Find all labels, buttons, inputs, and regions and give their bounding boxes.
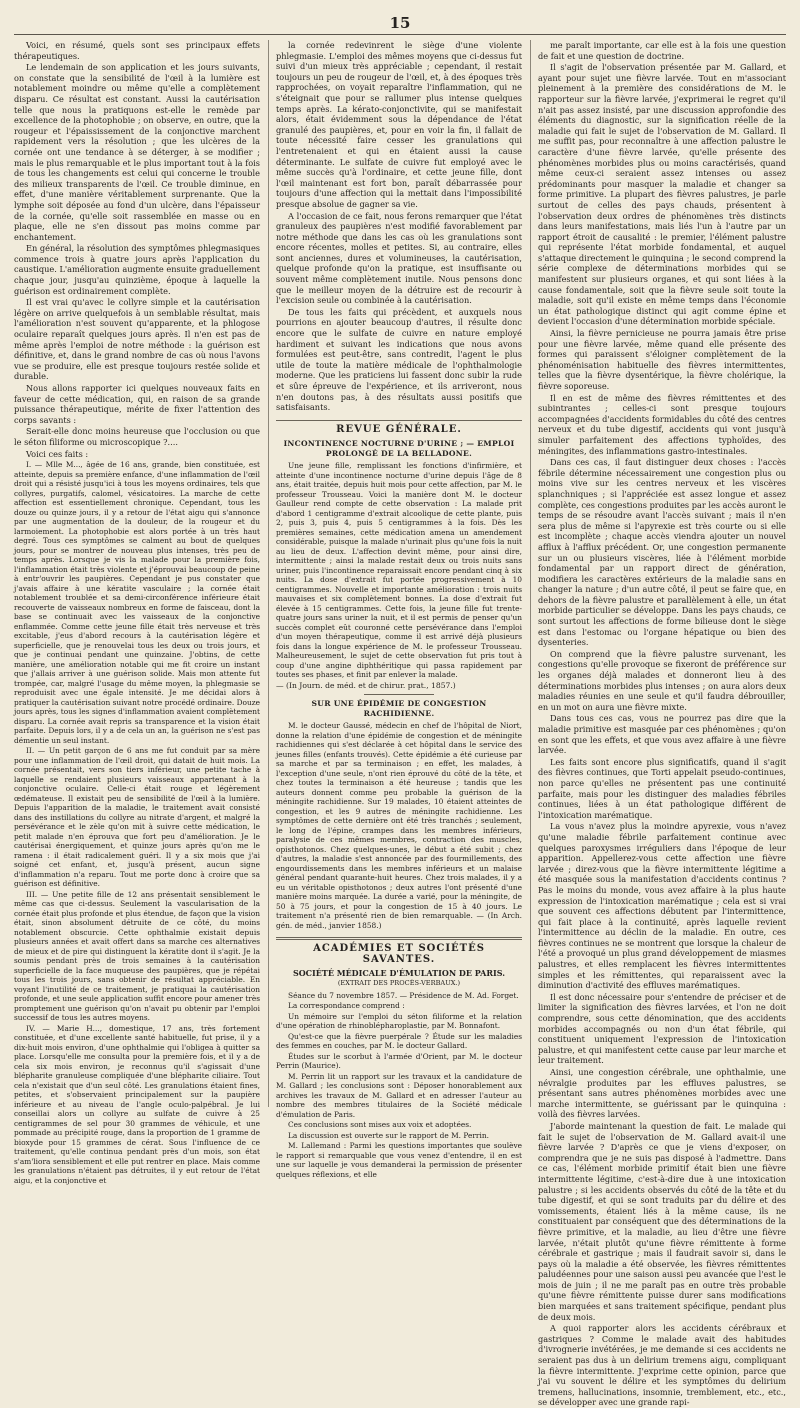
paragraph: Un mémoire sur l'emploi du séton filiforme et la relation d'une opération de rhinoblépharoplastie, par M. Bonnafont. — [276, 1011, 522, 1031]
society-name: SOCIÉTÉ MÉDICALE D'ÉMULATION DE PARIS. — [292, 967, 506, 978]
page-number: 15 — [389, 14, 411, 32]
paragraph: La vous n'avez plus la moindre apyrexie, vous n'avez qu'une maladie fébrile parfaitement continue avec quelques paroxysmes irréguliers dans l'époque de leur apparition. Appellerez-vous cette affection une fièvre larvée ; direz-vous que la fièvre intermittente légitime a été masquée sous la manifestation d'accidents continus ? Pas le moins du monde, vous avez affaire à la plus haute expression de l'intoxication marématique ; cela est si vrai que souvent ces affections débutent par l'intermittence, qui fait place à la continuité, après laquelle revient l'intermittence au déclin de la maladie. En outre, ces fièvres continues ne se montrent que lorsque la chaleur de l'été a provoqué un plus grand développement de miasmes palustres, et elles remplacent les fièvres intermittentes simples et les rémittentes, qui reparaissent avec la diminution d'activité des effluves marématiques. — [538, 821, 786, 991]
paragraph: M. Perrin lit un rapport sur les travaux et la candidature de M. Gallard ; les conclusions sont : Déposer honorablement aux archives les travaux de M. Gallard et en adresser l'auteur au nombre des membres titulaires de la Société médicale d'émulation de Paris. — [276, 1071, 522, 1119]
paragraph: A quoi rapporter alors les accidents cérébraux et gastriques ? Comme le malade avait des habitudes d'ivrognerie invétérées, je me demande si ces accidents ne seraient pas dus à un delirium tremens aigu, compliquant la fièvre intermittente. J'exprime cette opinion, parce que j'ai vu souvent le délire et les symptômes du delirium tremens, hallucinations, insomnie, tremblement, etc., etc., se développer avec une grande rapi- — [538, 1323, 786, 1408]
case-observation: I. — Mlle M..., âgée de 16 ans, grande, bien constituée, est atteinte, depuis sa première enfance, d'une inflammation de l'œil droit qui a résisté jusqu'ici à tous les moyens ordinaires, tels que collyres, purgatifs, calomel, vésicatoires. La marche de cette affection est essentiellement chronique. Cependant, tous les douze ou quinze jours, il y a retour de l'état aigu qui s'annonce par une augmentation de la douleur, de la rougeur et du larmoiement. La photophobie est alors portée à un très haut degré. Tous ces symptômes se calment au bout de quelques jours, pour se montrer de nouveau plus intenses, très peu de temps après. Lorsque je vis la malade pour la première fois, l'inflammation était très violente et j'éprouvai beaucoup de peine à entr'ouvrir les paupières. Cependant je pus constater que j'avais affaire à une kératite vasculaire ; la cornée était notablement troublée et sa demi-circonférence inférieure était recouverte de vaisseaux nombreux en forme de faisceau, dont la base se continuait avec les vaisseaux de la conjonctive enflammée. Comme cette jeune fille était très nerveuse et très excitable, j'eus d'abord recours à la cautérisation légère et superficielle, que je renouvelai tous les deux ou trois jours, et que je continuai pendant une quinzaine. J'obtins, de cette manière, une amélioration notable qui me fit croire un instant que j'allais arriver à une guérison solide. Mais mon attente fut trompée, car, malgré l'usage du même moyen, la phlegmasie se reproduisit avec une égale intensité. Je me décidai alors à pratiquer la cautérisation suivant notre procédé ordinaire. Douze jours après, tous les signes d'inflammation avaient complètement disparu. La cornée avait repris sa transparence et la vision était parfaite. Depuis lors, il y a de cela un an, la guérison ne s'est pas démentie un seul instant. — [14, 460, 260, 745]
paragraph: A l'occasion de ce fait, nous ferons remarquer que l'état granuleux des paupières n'est modifié favorablement par notre méthode que dans les cas où les granulations sont encore récentes, molles et petites. Si, au contraire, elles sont anciennes, dures et volumineuses, la cautérisation, quelque profonde qu'on la pratique, est insuffisante ou souvent même complètement inutile. Nous pensons donc que le meilleur moyen de la détruire est de recourir à l'excision seule ou combinée à la cautérisation. — [276, 210, 522, 306]
citation: — (In Journ. de méd. et de chirur. prat., 1857.) — [276, 680, 456, 690]
section-heading-revue: REVUE GÉNÉRALE. — [276, 420, 522, 436]
paragraph: Il s'agit de l'observation présentée par M. Gallard, et ayant pour sujet une fièvre larvée. Tout en m'associant pleinement à la première des considérations de M. le rapporteur sur la fièvre larvée, j'exprimerai le regret qu'il n'ait pas assez insisté, par une discussion approfondie des éléments du diagnostic, sur la signification réelle de la maladie qui fait le sujet de l'observation de M. Gallard. Il me suffit pas, pour reconnaître à une affection palustre le caractère d'une fièvre larvée, qu'elle présente des phénomènes morbides plus ou moins caractérisés, quand même ceux-ci seraient assez intenses ou assez prédominants pour masquer la maladie et changer sa forme primitive. La plupart des fièvres palustres, je parle surtout de celles des pays chauds, présentent à l'observation deux ordres de phénomènes très distincts dans leurs manifestations, mais liés l'un à l'autre par un rapport étroit de causalité : le premier, l'élément palustre qui représente l'état morbide fondamental, et auquel s'attaque directement le quinquina ; le second comprend la série complexe de déterminations morbides qui se manifestent sur plusieurs organes, et qui sont liées à la cause fondamentale, soit que la fièvre seule soit toute la maladie, soit qu'il existe en même temps dans l'économie un état pathologique distinct qui agit comme épine et devient l'occasion d'une détermination morbide spéciale. — [538, 62, 786, 327]
case-observation: III. — Une petite fille de 12 ans présentait sensiblement le même cas que ci-dessus. Seulement la vascularisation de la cornée était plus profonde et plus étendue, de façon que la vision était, sinon absolument détruite de ce côté, du moins notablement obscurcie. Cette ophthalmie existait depuis plusieurs années et avait offert dans sa marche ces alternatives de mieux et de pire qui distinguent la kératite dont il s'agit. Je la soumis pendant près de trois semaines à la cautérisation superficielle de la face muqueuse des paupières, que je répétai tous les trois jours, sans obtenir de résultat appréciable. En voyant l'inutilité de ce traitement, je pratiquai la cautérisation profonde, et une seule application suffit encore pour amener très promptement une guérison qu'on n'avait pu obtenir par l'emploi successif de tous les autres moyens. — [14, 889, 260, 1023]
column-separator — [530, 40, 531, 1107]
divider — [364, 694, 434, 695]
paragraph: Études sur le scorbut à l'armée d'Orient, par M. le docteur Perrin (Maurice). — [276, 1051, 522, 1071]
paragraph: Séance du 7 novembre 1857. — Présidence de M. Ad. Forget. — [288, 990, 519, 1000]
article-title: SUR UNE ÉPIDÉMIE DE CONGESTION RACHIDIENNE. — [311, 699, 487, 718]
paragraph: J'aborde maintenant la question de fait. Le malade qui fait le sujet de l'observation de M. Gallard avait-il une fièvre larvée ? D'après ce que je viens d'exposer, on comprendra que je ne suis pas disposé à l'admettre. Dans ce cas, l'élément morbide primitif était bien une fièvre intermittente légitime, c'est-à-dire due à une intoxication palustre ; si les accidents observés du côté de la tête et du tube digestif, et qui se sont traduits par du délire et des vomissements, étaient liés à la même cause, ils ne constituaient par conséquent que des déterminations de la fièvre primitive, et la maladie, au lieu d'être une fièvre larvée, n'était plutôt qu'une fièvre rémittente à forme cérébrale et gastrique ; mais il faudrait savoir si, dans le pays où la maladie a été observée, les fièvres rémittentes paludéennes pour une saison aussi peu avancée que l'est le mois de juin ; il ne me paraît pas en outre très probable qu'une fièvre rémittente puisse durer sans modifications bien marquées et sans traitement spécifique, pendant plus de deux mois. — [538, 1120, 786, 1322]
paragraph: la cornée redevinrent le siège d'une violente phlegmasie. L'emploi des mêmes moyens que ci-dessus fut suivi d'un mieux très appréciable ; cependant, il restait toujours un peu de rougeur de l'œil, et, à des époques très rapprochées, on voyait reparaître l'inflammation, qui ne s'éteignait que pour se rallumer plus intense quelques temps après. La kérato-conjonctivite, qui se manifestait alors, était évidemment sous la dépendance de l'état granulé des paupières, et, pour en voir la fin, il fallait de toute nécessité faire cesser les granulations qui l'entretenaient et qui en étaient aussi la cause déterminante. Le sulfate de cuivre fut employé avec le même succès qu'à l'ordinaire, et cette jeune fille, dont l'œil maintenant est fort bon, paraît débarrassée pour toujours d'une affection qui la mettait dans l'impossibilité presque absolue de gagner sa vie. — [276, 40, 522, 209]
paragraph: Serait-elle donc moins heureuse que l'occlusion ou que le séton filiforme ou microscopique ?.... — [14, 426, 260, 447]
paragraph: Ainsi, la fièvre pernicieuse ne pourra jamais être prise pour une fièvre larvée, même quand elle présente des formes qui paraissent s'éloigner complètement de la phénoménisation habituelle des fièvres intermittentes, telles que la fièvre dysentérique, la fièvre cholérique, la fièvre soporeuse. — [538, 328, 786, 391]
paragraph: Qu'est-ce que la fièvre puerpérale ? Étude sur les maladies des femmes en couches, par M. le docteur Gallard. — [276, 1031, 522, 1051]
paragraph: Il est vrai qu'avec le collyre simple et la cautérisation légère on arrive quelquefois à un semblable résultat, mais l'amélioration n'est souvent qu'apparente, et la phlogose oculaire reparaît quelques jours après. Il n'en est pas de même après l'emploi de notre méthode : la guérison est définitive, et, dans le grand nombre de cas où nous l'avons vue se produire, elle est presque toujours restée solide et durable. — [14, 297, 260, 382]
paragraph: M. le docteur Gaussé, médecin en chef de l'hôpital de Niort, donne la relation d'une épidémie de congestion et de méningite rachidiennes qui s'est déclarée à cet hôpital dans le service des jeunes filles (enfants trouvés). Cette épidémie a été curieuse par sa marche et par sa terminaison ; en effet, les malades, à l'exception d'une seule, n'ont rien éprouvé du côté de la tête, et chez toutes la terminaison a été heureuse ; tandis que les auteurs donnent comme peu probable la guérison de la méningite rachidienne. Sur 19 malades, 10 étaient atteintes de congestion, et les 9 autres de méningite rachidienne. Les symptômes de cette dernière ont été très tranchés ; seulement, le long de l'épine, crampes dans les membres inférieurs, paralysie de ces mêmes membres, contraction des muscles, opisthotonos. Chez quelques-unes, le début a été subit ; chez d'autres, la maladie s'est annoncée par des fourmillements, des engourdissements dans les membres inférieurs et un malaise général pendant quarante-huit heures. Chez trois malades, il y a eu un véritable opisthotonos ; deux autres l'ont présenté d'une manière moins marquée. La durée a varié, pour la méningite, de 50 à 75 jours, et pour la congestion de 15 à 40 jours. Le traitement n'a présenté rien de bien remarquable. — (In Arch. gén. de méd., janvier 1858.) — [276, 721, 522, 930]
case-observation: IV. — Marie H..., domestique, 17 ans, très fortement constituée, et d'une excellente santé habituelle, fut prise, il y a dix-huit mois environ, d'une ophthalmie qui l'obligea à quitter sa place. Lorsqu'elle me consulta pour la première fois, et il y a de cela six mois environ, je reconnus qu'il s'agissait d'une blépharite granuleuse compliquée d'une blépharite ciliaire. Tout cela n'existait que d'un seul côté. Les granulations étaient fines, petites, et s'observaient principalement sur la paupière inférieure et au niveau de l'angle oculo-palpébral. Je lui conseillai alors un collyre au sulfate de cuivre à 25 centigrammes de sel pour 30 grammes de véhicule, et une pommade au précipité rouge, dans la proportion de 1 gramme de bioxyde pour 15 grammes de cérat. Sous l'influence de ce traitement, qu'elle continua pendant près d'un mois, son état s'am'liora sensiblement et elle put rentrer en place. Mais comme les granulations n'étaient pas détruites, il y eut retour de l'état aigu, et la conjonctive et — [14, 1023, 260, 1185]
paragraph: Voici, en résumé, quels sont ses principaux effets thérapeutiques. — [14, 40, 260, 61]
column-middle — [276, 40, 522, 1179]
paragraph: Nous allons rapporter ici quelques nouveaux faits en faveur de cette médication, qui, en raison de sa grande puissance thérapeutique, mérite de fixer l'attention des corps savants : — [14, 383, 260, 425]
paragraph: me paraît importante, car elle est à la fois une question de fait et une question de doctrine. — [538, 40, 786, 61]
society-subtitle: (EXTRAIT DES PROCÈS-VERBAUX.) — [337, 979, 461, 988]
paragraph: En général, la résolution des symptômes phlegmasiques commence trois à quatre jours après l'application du caustique. L'amélioration augmente ensuite graduellement chaque jour, jusqu'au quinzième, époque à laquelle la guérison est ordinairement complète. — [14, 243, 260, 296]
case-observation: II. — Un petit garçon de 6 ans me fut conduit par sa mère pour une inflammation de l'œil droit, qui datait de huit mois. La cornée présentait, vers son tiers inférieur, une petite tache à laquelle se rendaient plusieurs vaisseaux appartenant à la conjonctive oculaire. Celle-ci était rouge et légèrement œdémateuse. Il existait peu de sensibilité de l'œil à la lumière. Depuis l'apparition de la maladie, le traitement avait consisté dans des instillations du collyre au nitrate d'argent, et malgré la persévérance et le zèle qu'on mit à suivre cette médication, le petit malade n'en éprouva que fort peu d'amélioration. Je le cautérisai énergiquement, et quinze jours après qu'on me le ramena : il était radicalement guéri. Il y a six mois que j'ai soigné cet enfant, et, jusqu'à présent, aucun signe d'inflammation n'a reparu. Tout me porte donc à croire que sa guérison est définitive. — [14, 746, 260, 889]
paragraph: Ces conclusions sont mises aux voix et adoptées. — [288, 1120, 472, 1130]
paragraph: On comprend que la fièvre palustre survenant, les congestions qu'elle provoque se fixeront de préférence sur les organes déjà malades et donneront lieu à des déterminations morbides plus intenses ; on aura alors deux maladies réunies en une seule et qu'il faudra débrouiller, en un mot on aura une fièvre mixte. — [538, 648, 786, 712]
column-separator — [268, 40, 269, 1107]
section-heading-academies: ACADÉMIES ET SOCIÉTÉS SAVANTES. — [276, 937, 522, 965]
paragraph: Ainsi, une congestion cérébrale, une ophthalmie, une névralgie produites par les effluves palustres, se présentant sans autres phénomènes morbides avec une marche intermittente, se guérissant par le quinquina : voilà des fièvres larvées. — [538, 1067, 786, 1120]
paragraph: Le lendemain de son application et les jours suivants, on constate que la sensibilité de l'œil à la lumière est notablement moindre ou même qu'elle a complètement disparu. Ce résultat est constant. Aussi la cautérisation telle que nous la pratiquons est-elle le remède par excellence de la photophobie ; on observe, en outre, que la rougeur et l'épaississement de la conjonctive marchent rapidement vers la résolution ; que les ulcères de la cornée ont une tendance à se déterger, à se modifier ; mais le plus remarquable et le plus important tout à la fois de tous les changements est celui qui concerne le trouble des milieux transparents de l'œil. Ce trouble diminue, en effet, d'une manière véritablement surprenante. Que la lymphe soit déposée au fond d'un ulcère, dans l'épaisseur de la cornée, qu'elle soit rassemblée en masse ou en plaque, elle ne s'en dissout pas moins comme par enchantement. — [14, 62, 260, 242]
paragraph: Il est donc nécessaire pour s'entendre de préciser et de limiter la signification des fièvres larvées, et l'on ne doit comprendre, sous cette dénomination, que des accidents morbides accompagnés ou non d'un état fébrile, qui constituent uniquement l'expression de l'intoxication palustre, et qui manifestent cette cause par leur marche et leur traitement. — [538, 991, 786, 1066]
paragraph: Dans tous ces cas, vous ne pourrez pas dire que la maladie primitive est masquée par ces phénomènes ; qu'on en sont que les effets, et que vous avez affaire à une fièvre larvée. — [538, 713, 786, 756]
paragraph: La correspondance comprend : — [288, 1001, 405, 1011]
paragraph: Une jeune fille, remplissant les fonctions d'infirmière, et atteinte d'une incontinence nocturne d'urine depuis l'âge de 8 ans, était traitée, depuis huit mois pour cette affection, par M. le professeur Trousseau. Voici la manière dont M. le docteur Gaulleur rend compte de cette observation : La malade prit d'abord 1 centigramme d'extrait alcoolique de cette plante, puis 2, puis 3, puis 4, puis 5 centigrammes à la fois. Dès les premières semaines, cette médication amena un amendement considérable, puisque la malade n'urinait plus qu'une fois la nuit au lieu de deux. L'affection devint même, pour ainsi dire, intermittente ; ainsi la malade restait deux ou trois nuits sans uriner, puis l'incontinence reparaissait encore pendant cinq à six nuits. La dose d'extrait fut portée progressivement à 10 centigrammes. Nouvelle et importante amélioration : trois nuits mauvaises et six complètement bonnes. La dose d'extrait fut élevée à 15 centigrammes. Cette fois, la jeune fille fut trente-quatre jours sans uriner la nuit, et il est permis de penser qu'un succès complet eût couronné cette persévérance dans l'emploi d'un moyen thérapeutique, comme il est arrivé déjà plusieurs fois dans la longue expérience de M. le professeur Trousseau. Malheureusement, le sujet de cette observation fut pris tout à coup d'une angine diphthéritique qui passa rapidement par toutes ses phases, et finit par enlever la malade. — [276, 461, 522, 680]
paragraph: Voici ces faits : — [26, 448, 89, 459]
paragraph: De tous les faits qui précèdent, et auxquels nous pourrions en ajouter beaucoup d'autres, il résulte donc encore que le sulfate de cuivre en nature employé hardiment et suivant les indications que nous avons formulées est peut-être, sans contredit, l'agent le plus utile de toute la matière médicale de l'ophthalmologie moderne. Que les praticiens lui fassent donc subir la rude et sûre épreuve de l'expérience, et ils arriveront, nous n'en doutons pas, à des résultats aussi positifs que satisfaisants. — [276, 306, 522, 413]
header-rule — [14, 34, 786, 35]
article-title: INCONTINENCE NOCTURNE D'URINE ; — EMPLOI PROLONGÉ DE LA BELLADONE. — [283, 439, 515, 458]
column-left — [14, 40, 260, 1185]
paragraph: Il en est de même des fièvres rémittentes et des subintrantes ; celles-ci sont presque toujours accompagnées d'accidents formidables du côté des centres nerveux et du tube digestif, accidents qui vont jusqu'à simuler parfaitement des affections typhoïdes, des méningites, des inflammations gastro-intestinales. — [538, 392, 786, 456]
column-right — [538, 40, 786, 1408]
paragraph: Dans ces cas, il faut distinguer deux choses : l'accès fébrile détermine nécessairement une congestion plus ou moins vive sur les centres nerveux et les viscères splanchniques ; si l'appréciée est assez longue et assez complète, ces congestions produites par les accès auront le temps de se résoudre avant l'accès suivant ; mais il n'en sera plus de même si l'apyrexie est très courte ou si elle est incomplète ; chaque accès viendra ajouter un nouvel afflux à l'afflux précédent. Or, une congestion permanente sur un ou plusieurs viscères, liée à l'élément morbide fondamental par un rapport direct de génération, modifiera les caractères extérieurs de la maladie sans en changer la nature ; d'un autre côté, il peut se faire que, en dehors de la fièvre palustre et parallèlement à elle, un état morbide particulier se développe. Dans les pays chauds, ce sont surtout les affections de forme bilieuse dont le siège est dans l'estomac ou l'organe hépatique ou bien des dysenteries. — [538, 457, 786, 648]
paragraph: La discussion est ouverte sur le rapport de M. Perrin. — [288, 1130, 489, 1140]
paragraph: M. Lallemand : Parmi les questions importantes que soulève le rapport si remarquable que vous venez d'entendre, il en est une sur laquelle je vous demanderai la permission de présenter quelques réflexions, et elle — [276, 1141, 522, 1179]
paragraph: Les faits sont encore plus significatifs, quand il s'agit des fièvres continues, que Torti appelait pseudo-continues, non parce qu'elles ne présentent pas une continuité parfaite, mais pour les distinguer des maladies fébriles continues, liées à un état pathologique différent de l'intoxication marématique. — [538, 756, 786, 820]
